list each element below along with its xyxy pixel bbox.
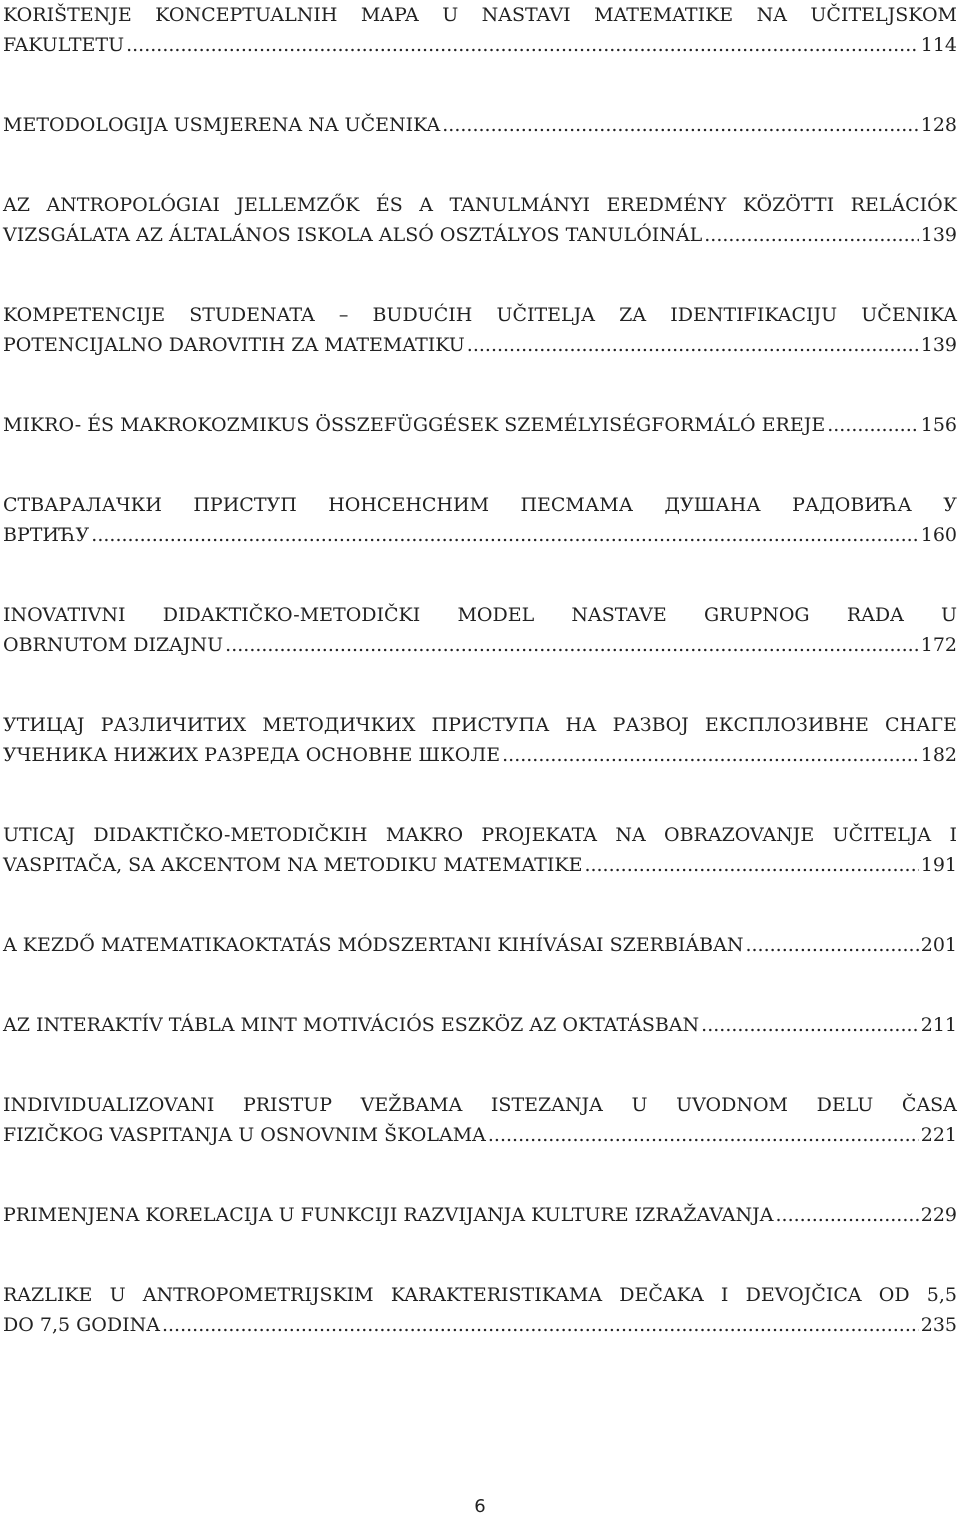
toc-entry-last-line <box>3 850 957 880</box>
toc-title-word: RAZLIKE <box>3 1284 93 1306</box>
toc-entry-title: VIZSGÁLATA AZ ÁLTALÁNOS ISKOLA ALSÓ OSZTÁLYOS TANULÓINÁL <box>3 224 703 246</box>
dot-leader <box>126 30 919 60</box>
toc-entry-page: 235 <box>920 1314 957 1336</box>
toc-title-word: I <box>949 824 957 846</box>
toc-entry-title-line <box>3 710 957 740</box>
toc-entry-title: METODOLOGIJA USMJERENA NA UČENIKA <box>3 114 441 136</box>
page-number: 6 <box>474 1496 486 1517</box>
toc-title-word: IDENTIFIKACIJU <box>670 304 838 326</box>
dot-leader <box>91 520 918 550</box>
toc-entry[interactable] <box>3 490 957 550</box>
toc-entry-page: 221 <box>920 1124 957 1146</box>
toc-title-word: – <box>338 304 349 326</box>
toc-title-word: MAKRO <box>385 824 464 846</box>
toc-title-word: DIDAKTIČKO-METODIČKI <box>162 604 421 626</box>
dot-leader <box>745 930 918 960</box>
toc-entry-title: OBRNUTOM DIZAJNU <box>3 634 224 656</box>
toc-title-word: У <box>943 494 957 516</box>
toc-title-word: INOVATIVNI <box>3 604 126 626</box>
dot-leader <box>584 850 918 880</box>
toc-entry-last-line <box>3 30 957 60</box>
toc-title-word: I <box>720 1284 729 1306</box>
toc-entry-title-line <box>3 190 957 220</box>
toc-entry[interactable] <box>3 600 957 660</box>
toc-title-word: A <box>419 194 434 216</box>
toc-entry-page: 156 <box>920 414 957 436</box>
toc-title-word: DELU <box>816 1094 874 1116</box>
toc-entry-last-line <box>3 330 957 360</box>
toc-title-word: СНАГЕ <box>884 714 957 736</box>
toc-entry-page: 128 <box>920 114 957 136</box>
toc-entry-last-line <box>3 410 957 440</box>
toc-entry-title: FIZIČKOG VASPITANJA U OSNOVNIM ŠKOLAMA <box>3 1124 486 1146</box>
toc-title-word: UTICAJ <box>3 824 76 846</box>
toc-title-word: МЕТОДИЧКИХ <box>262 714 416 736</box>
toc-title-word: РАДОВИЋА <box>792 494 912 516</box>
toc-title-word: ČASA <box>901 1094 957 1116</box>
toc-entry-page: 139 <box>920 224 957 246</box>
toc-title-word: PRISTUP <box>242 1094 333 1116</box>
dot-leader <box>704 220 918 250</box>
toc-title-word: UVODNOM <box>676 1094 788 1116</box>
toc-title-word: DIDAKTIČKO-METODIČKIH <box>93 824 368 846</box>
dot-leader <box>488 1120 919 1150</box>
toc-title-word: ЕКСПЛОЗИВНЕ <box>704 714 869 736</box>
toc-title-word: KORIŠTENJE <box>3 4 132 26</box>
toc-entry-title-line <box>3 0 957 30</box>
toc-title-word: U <box>940 604 957 626</box>
dot-leader <box>827 410 919 440</box>
toc-entry-last-line <box>3 630 957 660</box>
toc-entry-page: 229 <box>920 1204 957 1226</box>
toc-title-word: РАЗВОЈ <box>612 714 689 736</box>
toc-title-word: ДУШАНА <box>664 494 761 516</box>
toc-title-word: U <box>442 4 459 26</box>
toc-entry-page: 172 <box>920 634 957 656</box>
toc-entry[interactable] <box>3 930 957 960</box>
toc-title-word: OD <box>878 1284 910 1306</box>
toc-entry-last-line <box>3 1120 957 1150</box>
dot-leader <box>502 740 919 770</box>
toc-title-word: DEVOJČICA <box>745 1284 862 1306</box>
toc-title-word: AZ <box>3 194 30 216</box>
toc-title-word: KARAKTERISTIKAMA <box>390 1284 603 1306</box>
toc-entry[interactable] <box>3 710 957 770</box>
toc-title-word: РАЗЛИЧИТИХ <box>100 714 247 736</box>
toc-title-word: JELLEMZŐK <box>236 194 360 216</box>
toc-title-word: MODEL <box>457 604 535 626</box>
toc-title-word: НА <box>565 714 597 736</box>
toc-title-word: TANULMÁNYI <box>449 194 591 216</box>
toc-entry-page: 191 <box>920 854 957 876</box>
toc-entry-title: VASPITAČA, SA AKCENTOM NA METODIKU MATEMATIKE <box>3 854 583 876</box>
toc-entry-title: AZ INTERAKTÍV TÁBLA MINT MOTIVÁCIÓS ESZKÖZ AZ OKTATÁSBAN <box>3 1014 700 1036</box>
toc-entry-title-line <box>3 1280 957 1310</box>
toc-entry-title-line <box>3 600 957 630</box>
toc-entry-title: POTENCIJALNO DAROVITIH ZA MATEMATIKU <box>3 334 465 356</box>
toc-title-word: PROJEKATA <box>481 824 598 846</box>
toc-entry[interactable] <box>3 1010 957 1040</box>
toc-title-word: KONCEPTUALNIH <box>155 4 338 26</box>
toc-entry-title: УЧЕНИКА НИЖИХ РАЗРЕДА ОСНОВНЕ ШКОЛЕ <box>3 744 501 766</box>
toc-title-word: ÉS <box>375 194 403 216</box>
toc-title-word: UČITELJA <box>832 824 932 846</box>
toc-entry[interactable] <box>3 1200 957 1230</box>
toc-title-word: NA <box>615 824 646 846</box>
toc-title-word: ANTROPOMETRIJSKIM <box>142 1284 374 1306</box>
toc-title-word: RADA <box>846 604 904 626</box>
toc-title-word: U <box>631 1094 648 1116</box>
toc-title-word: СТВАРАЛАЧКИ <box>3 494 162 516</box>
toc-title-word: GRUPNOG <box>703 604 810 626</box>
toc-entry-page: 160 <box>920 524 957 546</box>
toc-title-word: OBRAZOVANJE <box>664 824 815 846</box>
toc-entry-title: MIKRO- ÉS MAKROKOZMIKUS ÖSSZEFÜGGÉSEK SZEMÉLYISÉGFORMÁLÓ EREJE <box>3 414 826 436</box>
dot-leader <box>225 630 919 660</box>
toc-title-word: ПЕСМАМА <box>520 494 634 516</box>
toc-entry[interactable] <box>3 300 957 360</box>
toc-entry-title: ВРТИЋУ <box>3 524 90 546</box>
toc-entry-last-line <box>3 740 957 770</box>
toc-title-word: NA <box>756 4 787 26</box>
toc-title-word: ANTROPOLÓGIAI <box>46 194 220 216</box>
toc-entry-title: FAKULTETU <box>3 34 125 56</box>
toc-title-word: НОНСЕНСНИМ <box>328 494 490 516</box>
toc-entry[interactable] <box>3 1280 957 1340</box>
toc-entry[interactable] <box>3 110 957 140</box>
toc-title-word: UČITELJSKOM <box>810 4 957 26</box>
toc-title-word: MATEMATIKE <box>594 4 734 26</box>
toc-title-word: UČENIKA <box>861 304 957 326</box>
toc-title-word: BUDUĆIH <box>372 304 473 326</box>
toc-entry-title-line <box>3 490 957 520</box>
toc-entry-last-line <box>3 1310 957 1340</box>
toc-title-word: MAPA <box>360 4 419 26</box>
toc-title-word: ПРИСТУП <box>193 494 297 516</box>
toc-title-word: DEČAKA <box>619 1284 704 1306</box>
toc-title-word: ПРИСТУПА <box>431 714 550 736</box>
toc-entry-title-line <box>3 300 957 330</box>
toc-title-word: NASTAVE <box>571 604 667 626</box>
toc-title-word: УТИЦАЈ <box>3 714 85 736</box>
toc-title-word: NASTAVI <box>481 4 571 26</box>
toc-entry-page: 182 <box>920 744 957 766</box>
toc-entry[interactable] <box>3 0 957 60</box>
toc-entry[interactable] <box>3 820 957 880</box>
toc-entry[interactable] <box>3 1090 957 1150</box>
toc-entry-title-line <box>3 820 957 850</box>
toc-entry-title: A KEZDŐ MATEMATIKAOKTATÁS MÓDSZERTANI KIHÍVÁSAI SZERBIÁBAN <box>3 934 744 956</box>
toc-entry[interactable] <box>3 190 957 250</box>
dot-leader <box>776 1200 919 1230</box>
toc-entry-last-line <box>3 110 957 140</box>
toc-entry[interactable] <box>3 410 957 440</box>
dot-leader <box>467 330 919 360</box>
toc-entry-page: 139 <box>920 334 957 356</box>
toc-entry-title: PRIMENJENA KORELACIJA U FUNKCIJI RAZVIJANJA KULTURE IZRAŽAVANJA <box>3 1204 774 1226</box>
toc-title-word: STUDENATA <box>189 304 315 326</box>
toc-title-word: ZA <box>619 304 647 326</box>
toc-title-word: KÖZÖTTI <box>742 194 835 216</box>
toc-title-word: INDIVIDUALIZOVANI <box>3 1094 215 1116</box>
toc-title-word: KOMPETENCIJE <box>3 304 166 326</box>
dot-leader <box>701 1010 919 1040</box>
toc-entry-page: 114 <box>920 34 957 56</box>
toc-title-word: RELÁCIÓK <box>850 194 957 216</box>
dot-leader <box>442 110 918 140</box>
toc-entry-title: DO 7,5 GODINA <box>3 1314 160 1336</box>
toc-entry-last-line <box>3 930 957 960</box>
toc-entry-last-line <box>3 520 957 550</box>
toc-entry-last-line <box>3 1010 957 1040</box>
toc-title-word: ISTEZANJA <box>490 1094 603 1116</box>
toc-title-word: 5,5 <box>926 1284 957 1306</box>
toc-title-word: VEŽBAMA <box>360 1094 463 1116</box>
dot-leader <box>162 1310 919 1340</box>
toc-entry-last-line <box>3 220 957 250</box>
toc-title-word: UČITELJA <box>496 304 596 326</box>
toc-entry-page: 201 <box>920 934 957 956</box>
toc-entry-title-line <box>3 1090 957 1120</box>
toc-title-word: U <box>109 1284 126 1306</box>
toc-entry-last-line <box>3 1200 957 1230</box>
toc-title-word: EREDMÉNY <box>606 194 727 216</box>
toc-entry-page: 211 <box>920 1014 957 1036</box>
